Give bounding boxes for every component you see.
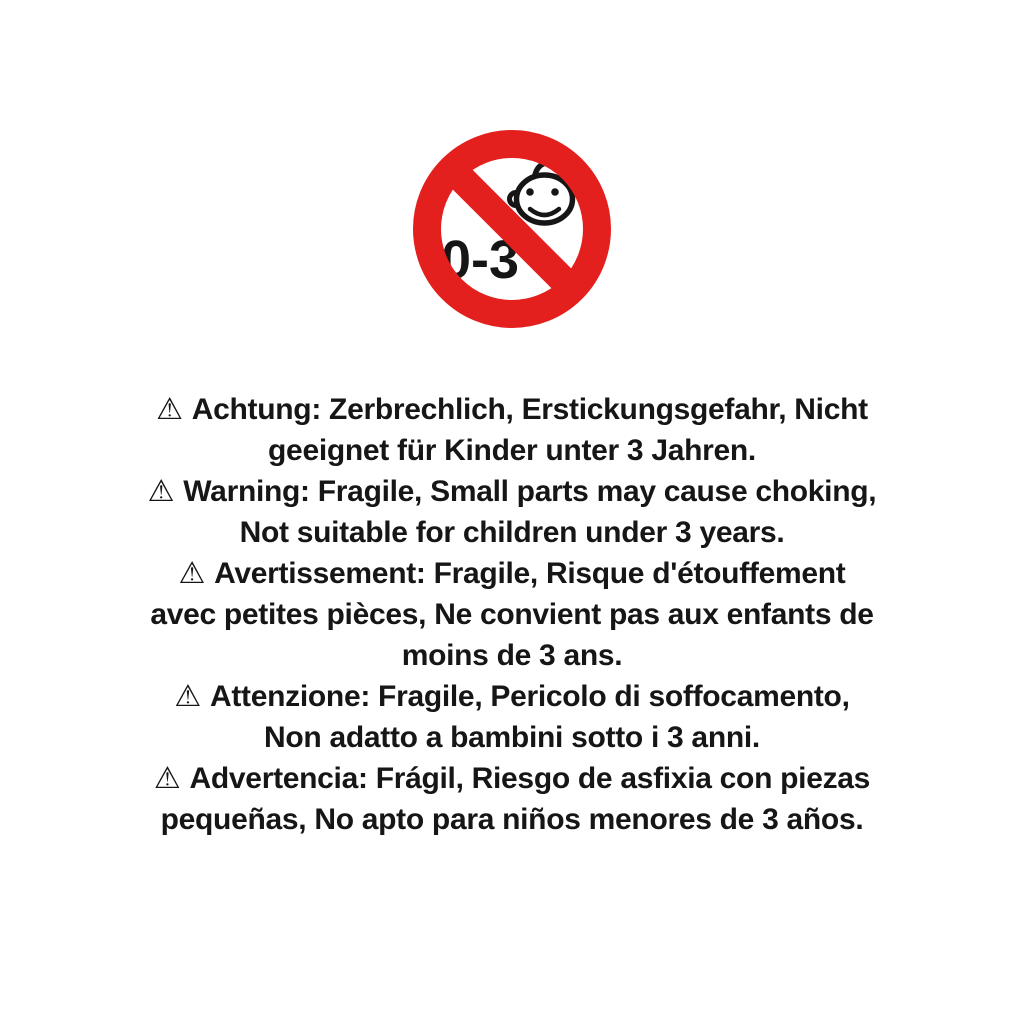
- warning-it-text: Attenzione: Fragile, Pericolo di soffocamento,: [210, 680, 850, 713]
- warning-triangle-icon: ⚠: [156, 393, 183, 426]
- warning-fr-line-2: avec petites pièces, Ne convient pas aux enfants de: [150, 598, 874, 631]
- warning-es-line-2: pequeñas, No apto para niños menores de 3 años.: [160, 803, 864, 836]
- warning-fr-line-3: moins de 3 ans.: [401, 639, 623, 672]
- warning-it-line-2: Non adatto a bambini sotto i 3 anni.: [264, 721, 760, 754]
- warning-fr-text: Avertissement: Fragile, Risque d'étouffement: [214, 557, 846, 590]
- warning-de-line-2: geeignet für Kinder unter 3 Jahren.: [268, 434, 756, 467]
- age-range-label: 0-3: [440, 230, 520, 290]
- warning-triangle-icon: ⚠: [147, 475, 175, 508]
- warning-es-text: Advertencia: Frágil, Riesgo de asfixia con piezas: [189, 762, 871, 795]
- warning-de-line-1: [0, 389, 1024, 430]
- warning-de-text: Achtung: Zerbrechlich, Erstickungsgefahr, Nicht: [191, 393, 868, 426]
- warnings-text-block: [0, 389, 1024, 840]
- warning-it-line-1: [0, 676, 1024, 717]
- warning-triangle-icon: ⚠: [174, 680, 201, 713]
- warning-fr-line-1: [0, 553, 1024, 594]
- warning-en-text: Warning: Fragile, Small parts may cause choking,: [183, 475, 877, 508]
- warning-triangle-icon: ⚠: [153, 762, 181, 795]
- warning-es-line-1: [0, 758, 1024, 799]
- warning-en-line-2: Not suitable for children under 3 years.: [239, 516, 785, 549]
- warning-triangle-icon: ⚠: [178, 557, 206, 590]
- warning-en-line-1: [0, 471, 1024, 512]
- no-children-under-3-icon: [412, 129, 612, 329]
